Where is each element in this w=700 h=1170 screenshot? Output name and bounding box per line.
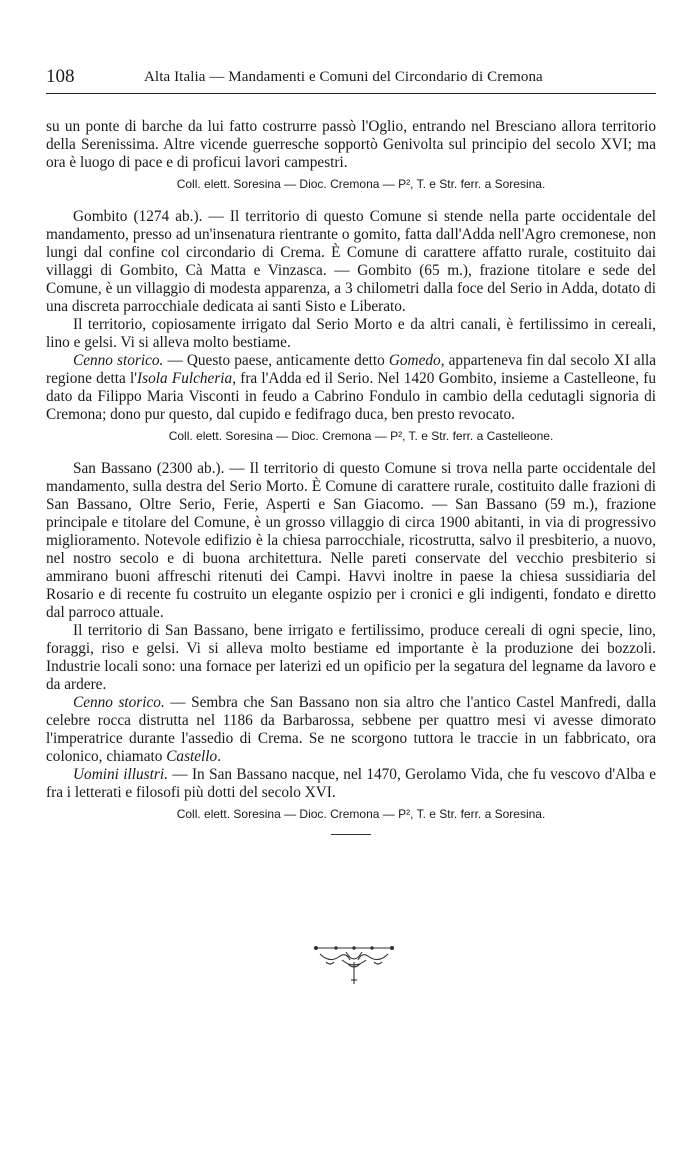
gombito-name-isola: Isola Fulcheria <box>137 370 233 387</box>
gombito-paragraph-3: Cenno storico. — Questo paese, anticamente detto Gomedo, apparteneva fin dal secolo XI alla regione detta l'Isola Fulcheria, fra l'Adda ed il Serio. Nel 1420 Gombito, insieme a Castelleone, fu dato da Filippo Maria Visconti in feudo a Cabrino Fondulo in cambio della cedutagli signoria di Cremona; dono pur questo, dal cupido e fedifrago duca, ben presto revocato. <box>46 352 656 423</box>
page-number: 108 <box>46 66 75 87</box>
san-bassano-name-castello: Castello <box>166 748 218 765</box>
page-header <box>46 66 656 92</box>
body-text <box>46 118 656 835</box>
gombito-collegio-line: Coll. elett. Soresina — Dioc. Cremona — P², T. e Str. ferr. a Castelleone. <box>168 429 554 443</box>
gombito-name-gomedo: Gomedo <box>388 352 441 369</box>
running-head: Alta Italia — Mandamenti e Comuni del Circondario di Cremona <box>144 69 543 85</box>
san-bassano-cenno-label: Cenno storico. <box>73 694 165 711</box>
san-bassano-collegio-line: Coll. elett. Soresina — Dioc. Cremona — P², T. e Str. ferr. a Soresina. <box>176 807 546 821</box>
san-bassano-paragraph-2: Il territorio di San Bassano, bene irrigato e fertilissimo, produce cereali di ogni specie, lino, foraggi, riso e gelsi. Vi si alleva molto bestiame ed importante è la produzione dei bozzoli. Industrie locali sono: una fornace per laterizi ed un opificio per la segatura del legname da lavoro e da ardere. <box>46 622 656 693</box>
ornament-icon <box>306 940 402 992</box>
intro-collegio-line: Coll. elett. Soresina — Dioc. Cremona — P², T. e Str. ferr. a Soresina. <box>176 177 546 191</box>
separator-rule <box>331 834 371 835</box>
san-bassano-paragraph-4: Uomini illustri. — In San Bassano nacque, nel 1470, Gerolamo Vida, che fu vescovo d'Alba e fra i letterati e filosofi più dotti del secolo XVI. <box>46 766 656 801</box>
san-bassano-paragraph-3: Cenno storico. — Sembra che San Bassano non sia altro che l'antico Castel Manfredi, dalla celebre rocca distrutta nel 1186 da Barbarossa, sebbene per quattro mesi vi avesse dimorato l'imperatrice durante l'assedio di Crema. Se ne scorgono tuttora le traccie in un fabbricato, ora colonico, chiamato Castello. <box>46 694 656 765</box>
san-bassano-paragraph-1: San Bassano (2300 ab.). — Il territorio di questo Comune si trova nella parte occidentale del mandamento, sulla destra del Serio Morto. È Comune di carattere rurale, costituito dalle frazioni di San Bassano, Oltre Serio, Ferie, Asperti e San Giacomo. — San Bassano (59 m.), frazione principale e titolare del Comune, è un grosso villaggio di circa 1900 abitanti, in via di progressivo miglioramento. Notevole edifizio è la chiesa parrocchiale, ricostrutta, salvo il presbiterio, a nuovo, nel nostro secolo e di buona architettura. Nelle pareti conservate del vecchio presbiterio si ammirano buoni affreschi ritenuti dei Campi. Havvi inoltre in paese la chiesa sussidiaria del Rosario e di recente fu costruito un elegante ospizio per i cronici e gli indigenti, fondato e diretto dal parroco attuale. <box>46 460 656 621</box>
gombito-paragraph-1: Gombito (1274 ab.). — Il territorio di questo Comune si stende nella parte occidentale del mandamento, presso ad un'insenatura rientrante o gomito, fatta dall'Adda nell'Agro cremonese, non lungi dal confine col circondario di Crema. È Comune di carattere affatto rurale, costituito dai villaggi di Gombito, Cà Matta e Vinzasca. — Gombito (65 m.), frazione titolare e sede del Comune, è un villaggio di modesta apparenza, a 3 chilometri dalla foce del Serio in Adda, dotato di una discreta parrocchiale dedicata ai santi Sisto e Liberato. <box>46 208 656 315</box>
gombito-paragraph-2: Il territorio, copiosamente irrigato dal Serio Morto e da altri canali, è fertilissimo in cereali, lino e gelsi. Vi si alleva molto bestiame. <box>46 316 656 351</box>
uomini-illustri-label: Uomini illustri. <box>73 766 168 783</box>
header-rule <box>46 93 656 94</box>
intro-paragraph: su un ponte di barche da lui fatto costrurre passò l'Oglio, entrando nel Bresciano allora territorio della Serenissima. Altre vicende guerresche sopportò Genivolta sul principio del secolo XVI; ma ora è luogo di pace e di proficui lavori campestri. <box>46 118 656 171</box>
gombito-cenno-label: Cenno storico. <box>73 352 164 369</box>
